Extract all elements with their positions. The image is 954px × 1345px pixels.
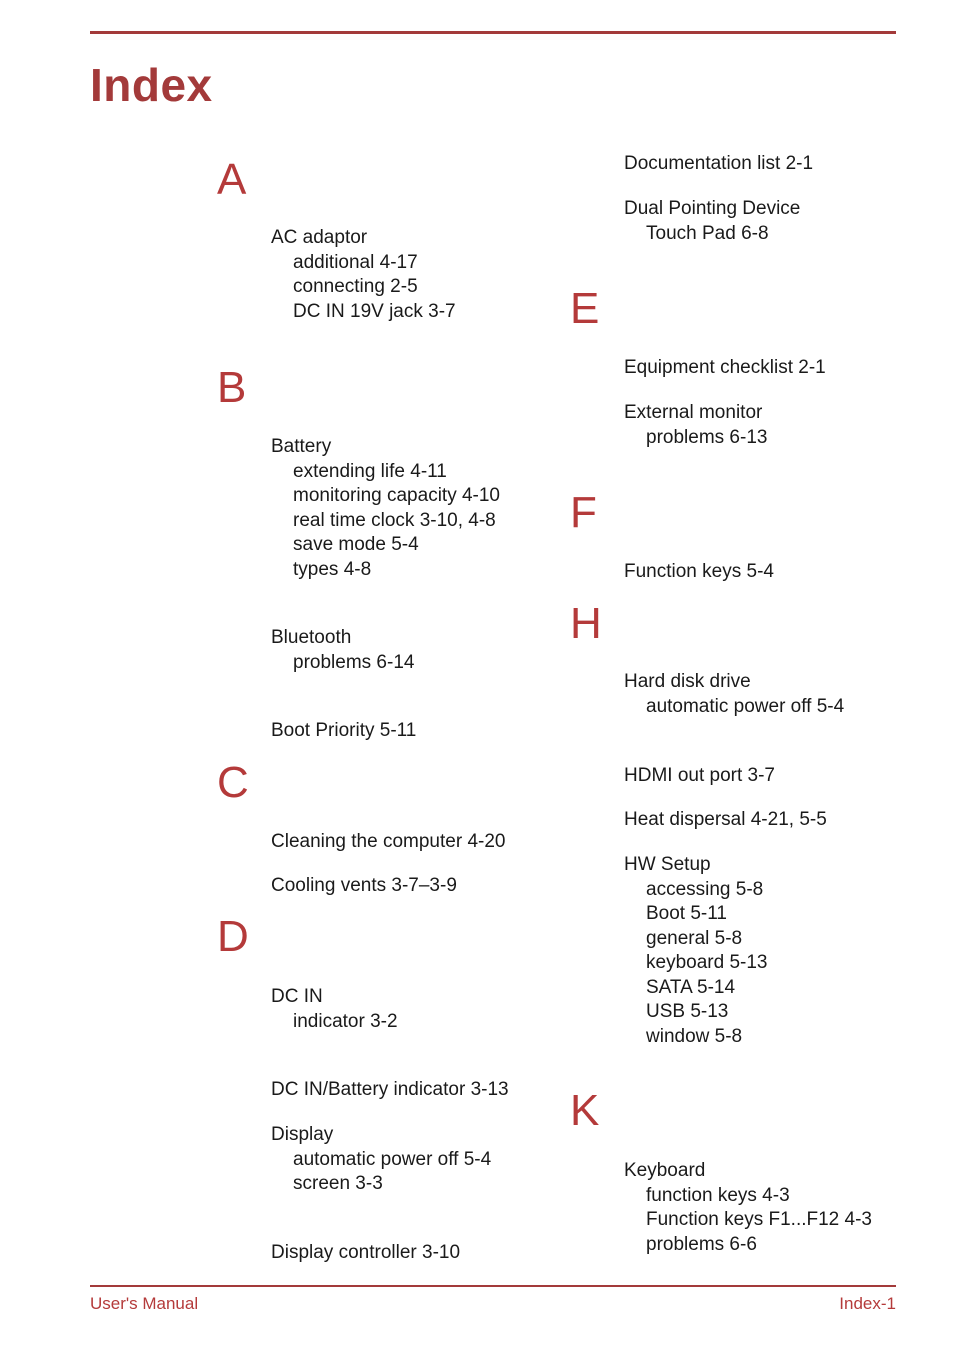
entry-main: AC adaptor <box>271 227 368 248</box>
entry-sub: DC IN 19V jack 3-7 <box>293 300 456 322</box>
entry-sub: types 4-8 <box>293 558 372 580</box>
entry-sub: automatic power off 5-4 <box>293 1148 492 1170</box>
letter-heading-h: H <box>570 599 602 648</box>
entry-main: Equipment checklist 2-1 <box>624 357 826 378</box>
index-entry-dual-pointing <box>624 197 800 246</box>
index-entry-boot-priority <box>271 719 416 744</box>
index-entry-documentation-list <box>624 152 813 177</box>
entry-main: External monitor <box>624 402 763 423</box>
index-entry-hard-disk <box>624 670 844 719</box>
entry-main: Cleaning the computer 4-20 <box>271 831 506 852</box>
entry-main: Bluetooth <box>271 627 352 648</box>
letter-heading-a: A <box>217 155 247 204</box>
entry-sub: problems 6-6 <box>646 1233 757 1255</box>
index-entry-hdmi <box>624 764 775 789</box>
entry-main: DC IN <box>271 986 323 1007</box>
letter-heading-k: K <box>570 1086 600 1135</box>
entry-sub: USB 5-13 <box>646 1001 729 1022</box>
entry-main: Hard disk drive <box>624 671 751 692</box>
index-entry-function-keys <box>624 560 774 585</box>
entry-main: Battery <box>271 436 332 457</box>
entry-main: Dual Pointing Device <box>624 198 801 219</box>
index-entry-bluetooth <box>271 626 414 675</box>
entry-sub: Touch Pad 6-8 <box>646 222 769 244</box>
letter-heading-c: C <box>217 758 249 807</box>
entry-sub: automatic power off 5-4 <box>646 695 845 717</box>
index-entry-dc-in-battery <box>271 1078 509 1103</box>
entry-main: DC IN/Battery indicator 3-13 <box>271 1079 509 1100</box>
entry-sub: accessing 5-8 <box>646 878 764 900</box>
page-title: Index <box>90 59 213 111</box>
letter-heading-e: E <box>570 284 600 333</box>
entry-sub: Boot 5-11 <box>646 903 727 924</box>
footer-page-number: Index-1 <box>839 1294 896 1313</box>
letter-heading-b: B <box>217 363 247 412</box>
entry-sub: save mode 5-4 <box>293 534 419 555</box>
entry-main: Display <box>271 1124 334 1145</box>
index-entry-ac-adaptor <box>271 226 456 324</box>
index-entry-external-monitor <box>624 401 767 450</box>
index-entry-keyboard <box>624 1159 872 1257</box>
entry-sub: window 5-8 <box>646 1025 743 1047</box>
index-entry-equipment-checklist <box>624 356 826 381</box>
entry-main: Keyboard <box>624 1160 706 1181</box>
entry-sub: additional 4-17 <box>293 251 418 273</box>
entry-main: Heat dispersal 4-21, 5-5 <box>624 809 827 830</box>
entry-main: HDMI out port 3-7 <box>624 765 775 786</box>
entry-sub: screen 3-3 <box>293 1173 383 1194</box>
entry-sub: real time clock 3-10, 4-8 <box>293 509 496 531</box>
entry-sub: general 5-8 <box>646 927 743 949</box>
entry-sub: indicator 3-2 <box>293 1010 398 1032</box>
index-entry-dc-in <box>271 985 398 1034</box>
index-entry-cleaning <box>271 830 505 855</box>
entry-sub: extending life 4-11 <box>293 460 447 482</box>
index-entry-battery <box>271 435 500 582</box>
entry-sub: problems 6-14 <box>293 651 415 673</box>
letter-heading-f: F <box>570 488 597 537</box>
bottom-rule <box>90 1285 896 1287</box>
index-entry-cooling-vents <box>271 874 457 899</box>
entry-main: Function keys 5-4 <box>624 561 774 582</box>
entry-main: Boot Priority 5-11 <box>271 720 417 741</box>
entry-sub: connecting 2-5 <box>293 276 418 297</box>
entry-sub: SATA 5-14 <box>646 976 736 998</box>
index-entry-hw-setup <box>624 853 767 1049</box>
letter-heading-d: D <box>217 912 249 961</box>
index-entry-display-controller <box>271 1241 460 1266</box>
top-rule <box>90 31 896 34</box>
entry-main: Cooling vents 3-7–3-9 <box>271 875 457 896</box>
entry-sub: function keys 4-3 <box>646 1184 790 1206</box>
entry-sub: Function keys F1...F12 4-3 <box>646 1209 872 1230</box>
entry-sub: keyboard 5-13 <box>646 952 768 973</box>
entry-main: HW Setup <box>624 854 711 875</box>
entry-sub: problems 6-13 <box>646 426 768 448</box>
index-entry-display <box>271 1123 491 1197</box>
entry-sub: monitoring capacity 4-10 <box>293 485 500 506</box>
index-entry-heat-dispersal <box>624 808 827 833</box>
entry-main: Display controller 3-10 <box>271 1242 461 1263</box>
entry-main: Documentation list 2-1 <box>624 153 814 174</box>
footer-manual-label: User's Manual <box>90 1294 199 1313</box>
